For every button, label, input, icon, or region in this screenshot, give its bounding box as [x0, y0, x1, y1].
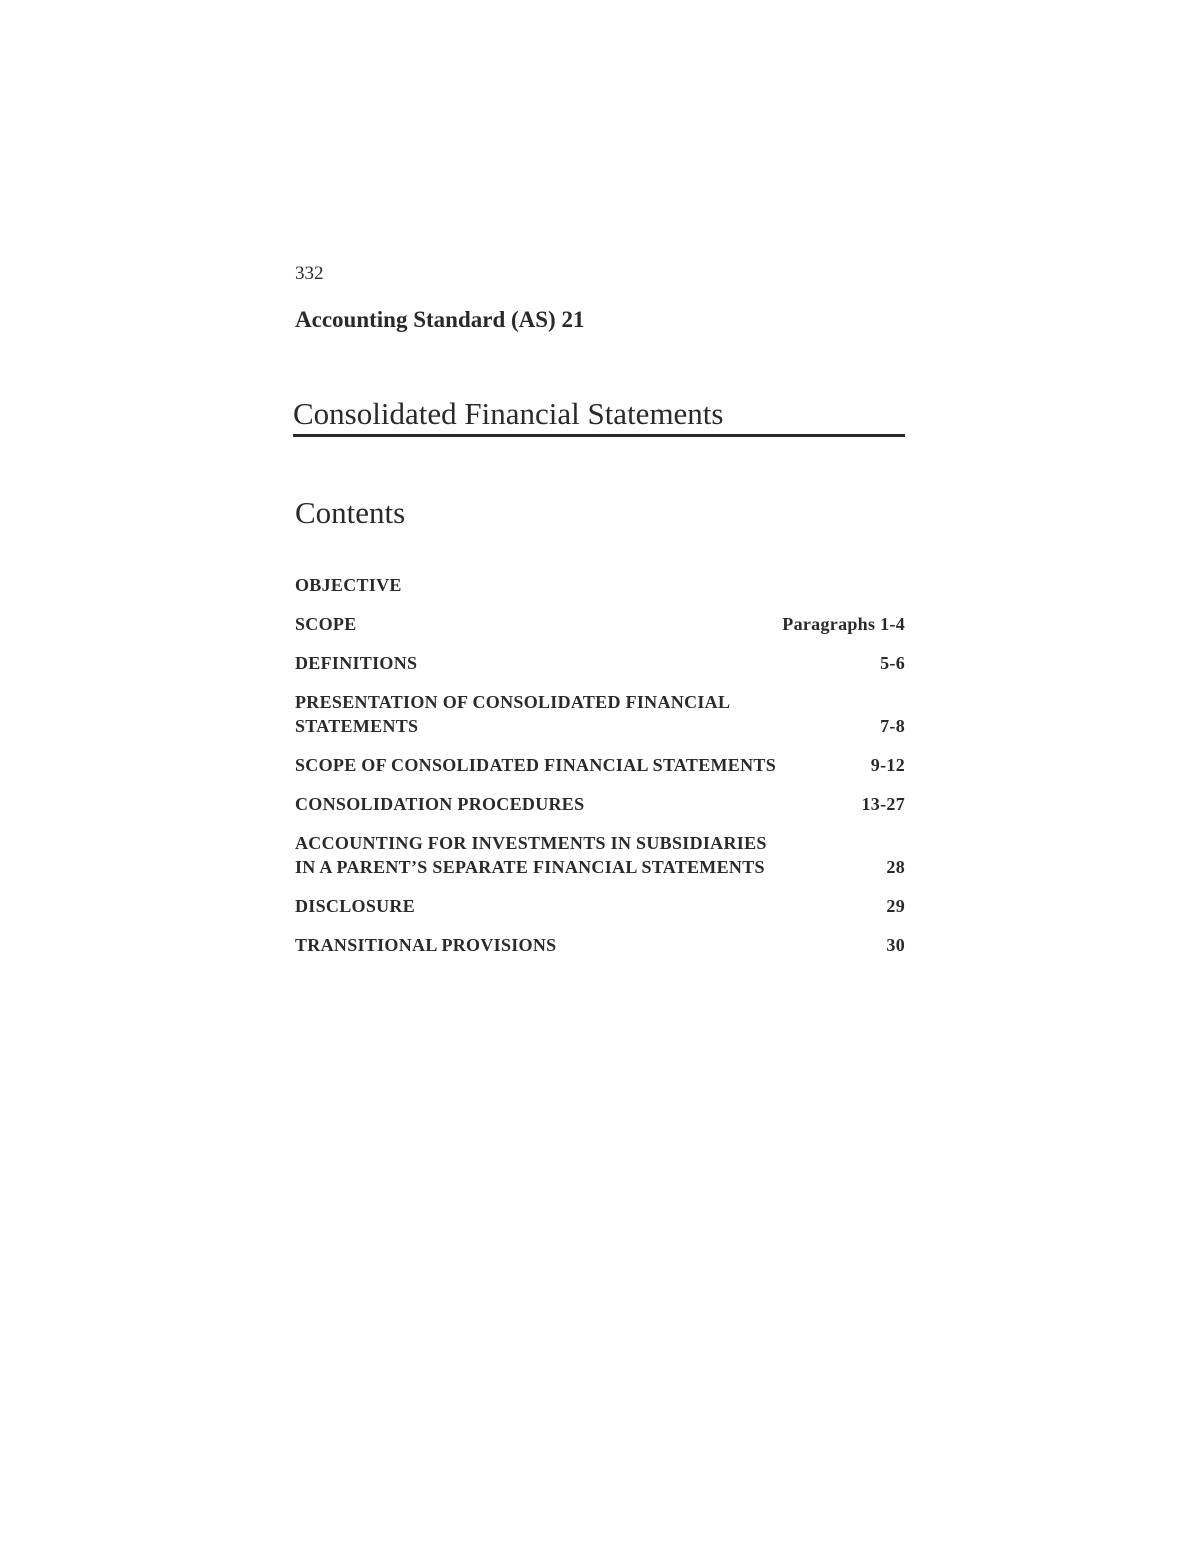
toc-label: ACCOUNTING FOR INVESTMENTS IN SUBSIDIARIES IN A PARENT’S SEPARATE FINANCIAL STATEMENTS — [295, 833, 767, 877]
toc-label: PRESENTATION OF CONSOLIDATED FINANCIAL STATEMENTS — [295, 692, 731, 736]
toc-ref: 7-8 — [880, 716, 905, 736]
toc-ref: 5-6 — [880, 653, 905, 673]
toc-label: DISCLOSURE — [295, 896, 416, 916]
toc-label: TRANSITIONAL PROVISIONS — [295, 935, 557, 955]
toc-item-transitional-provisions — [295, 933, 905, 957]
contents-heading: Contents — [295, 495, 406, 530]
toc-item-presentation — [295, 690, 905, 738]
toc-item-disclosure — [295, 894, 905, 918]
toc-item-consolidation-procedures — [295, 792, 905, 816]
toc-ref: 13-27 — [861, 794, 905, 814]
toc-label: SCOPE — [295, 614, 357, 634]
page-number: 332 — [295, 263, 324, 284]
toc-ref: Paragraphs 1-4 — [782, 614, 905, 634]
toc-label: OBJECTIVE — [295, 575, 402, 595]
toc-ref: 29 — [886, 896, 905, 916]
toc-item-scope — [295, 612, 905, 636]
toc-label: DEFINITIONS — [295, 653, 418, 673]
document-title: Consolidated Financial Statements — [293, 396, 905, 437]
toc-ref: 30 — [886, 935, 905, 955]
standard-title: Accounting Standard (AS) 21 — [295, 307, 585, 332]
toc-item-definitions — [295, 651, 905, 675]
toc-label: SCOPE OF CONSOLIDATED FINANCIAL STATEMENTS — [295, 755, 777, 775]
toc-item-accounting-for-investments — [295, 831, 905, 879]
toc-ref: 9-12 — [870, 755, 905, 775]
document-page — [295, 262, 905, 972]
toc-ref: 28 — [886, 857, 905, 877]
table-of-contents — [295, 573, 905, 957]
toc-item-scope-of-consolidated — [295, 753, 905, 777]
toc-label: CONSOLIDATION PROCEDURES — [295, 794, 585, 814]
toc-item-objective — [295, 573, 905, 597]
